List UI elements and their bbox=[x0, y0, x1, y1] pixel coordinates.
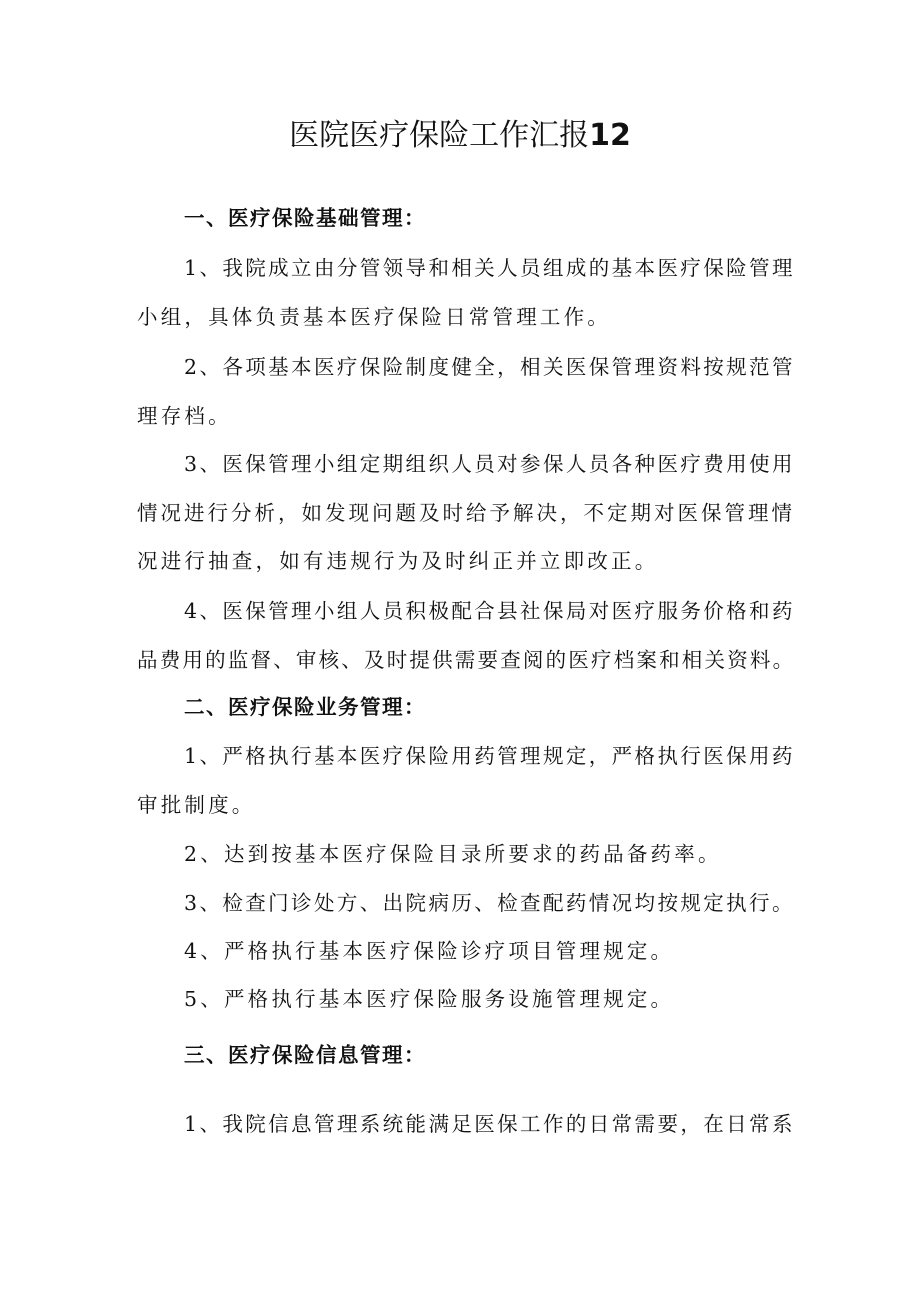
paragraph-line: 1、我院信息管理系统能满足医保工作的日常需要，在日常系 bbox=[184, 1112, 795, 1136]
paragraph-line: 况进行抽查，如有违规行为及时纠正并立即改正。 bbox=[137, 549, 659, 573]
paragraph-line: 2、各项基本医疗保险制度健全，相关医保管理资料按规范管 bbox=[184, 355, 795, 379]
paragraph-line: 5、严格执行基本医疗保险服务设施管理规定。 bbox=[184, 987, 675, 1011]
paragraph-line: 2、达到按基本医疗保险目录所要求的药品备药率。 bbox=[184, 842, 722, 866]
paragraph-line: 3、检查门诊处方、出院病历、检查配药情况均按规定执行。 bbox=[184, 891, 795, 915]
title-number: 12 bbox=[589, 118, 631, 153]
paragraph-line: 情况进行分析，如发现问题及时给予解决，不定期对医保管理情 bbox=[137, 501, 795, 525]
title-text: 医院医疗保险工作汇报 bbox=[289, 118, 590, 153]
document-title bbox=[0, 116, 920, 156]
paragraph-line: 4、医保管理小组人员积极配合县社保局对医疗服务价格和药 bbox=[184, 599, 795, 623]
paragraph-line: 品费用的监督、审核、及时提供需要查阅的医疗档案和相关资料。 bbox=[137, 648, 796, 672]
paragraph-line: 1、严格执行基本医疗保险用药管理规定，严格执行医保用药 bbox=[184, 744, 795, 768]
paragraph-line: 3、医保管理小组定期组织人员对参保人员各种医疗费用使用 bbox=[184, 452, 795, 476]
section-heading-business: 二、医疗保险业务管理： bbox=[184, 695, 426, 719]
section-heading-information: 三、医疗保险信息管理： bbox=[184, 1043, 426, 1067]
paragraph-line: 审批制度。 bbox=[137, 793, 256, 817]
paragraph-line: 理存档。 bbox=[137, 404, 232, 428]
section-heading-basic: 一、医疗保险基础管理： bbox=[184, 206, 426, 230]
paragraph-line: 1、我院成立由分管领导和相关人员组成的基本医疗保险管理 bbox=[184, 256, 795, 280]
paragraph-line: 4、严格执行基本医疗保险诊疗项目管理规定。 bbox=[184, 939, 675, 963]
paragraph-line: 小组，具体负责基本医疗保险日常管理工作。 bbox=[137, 305, 611, 329]
